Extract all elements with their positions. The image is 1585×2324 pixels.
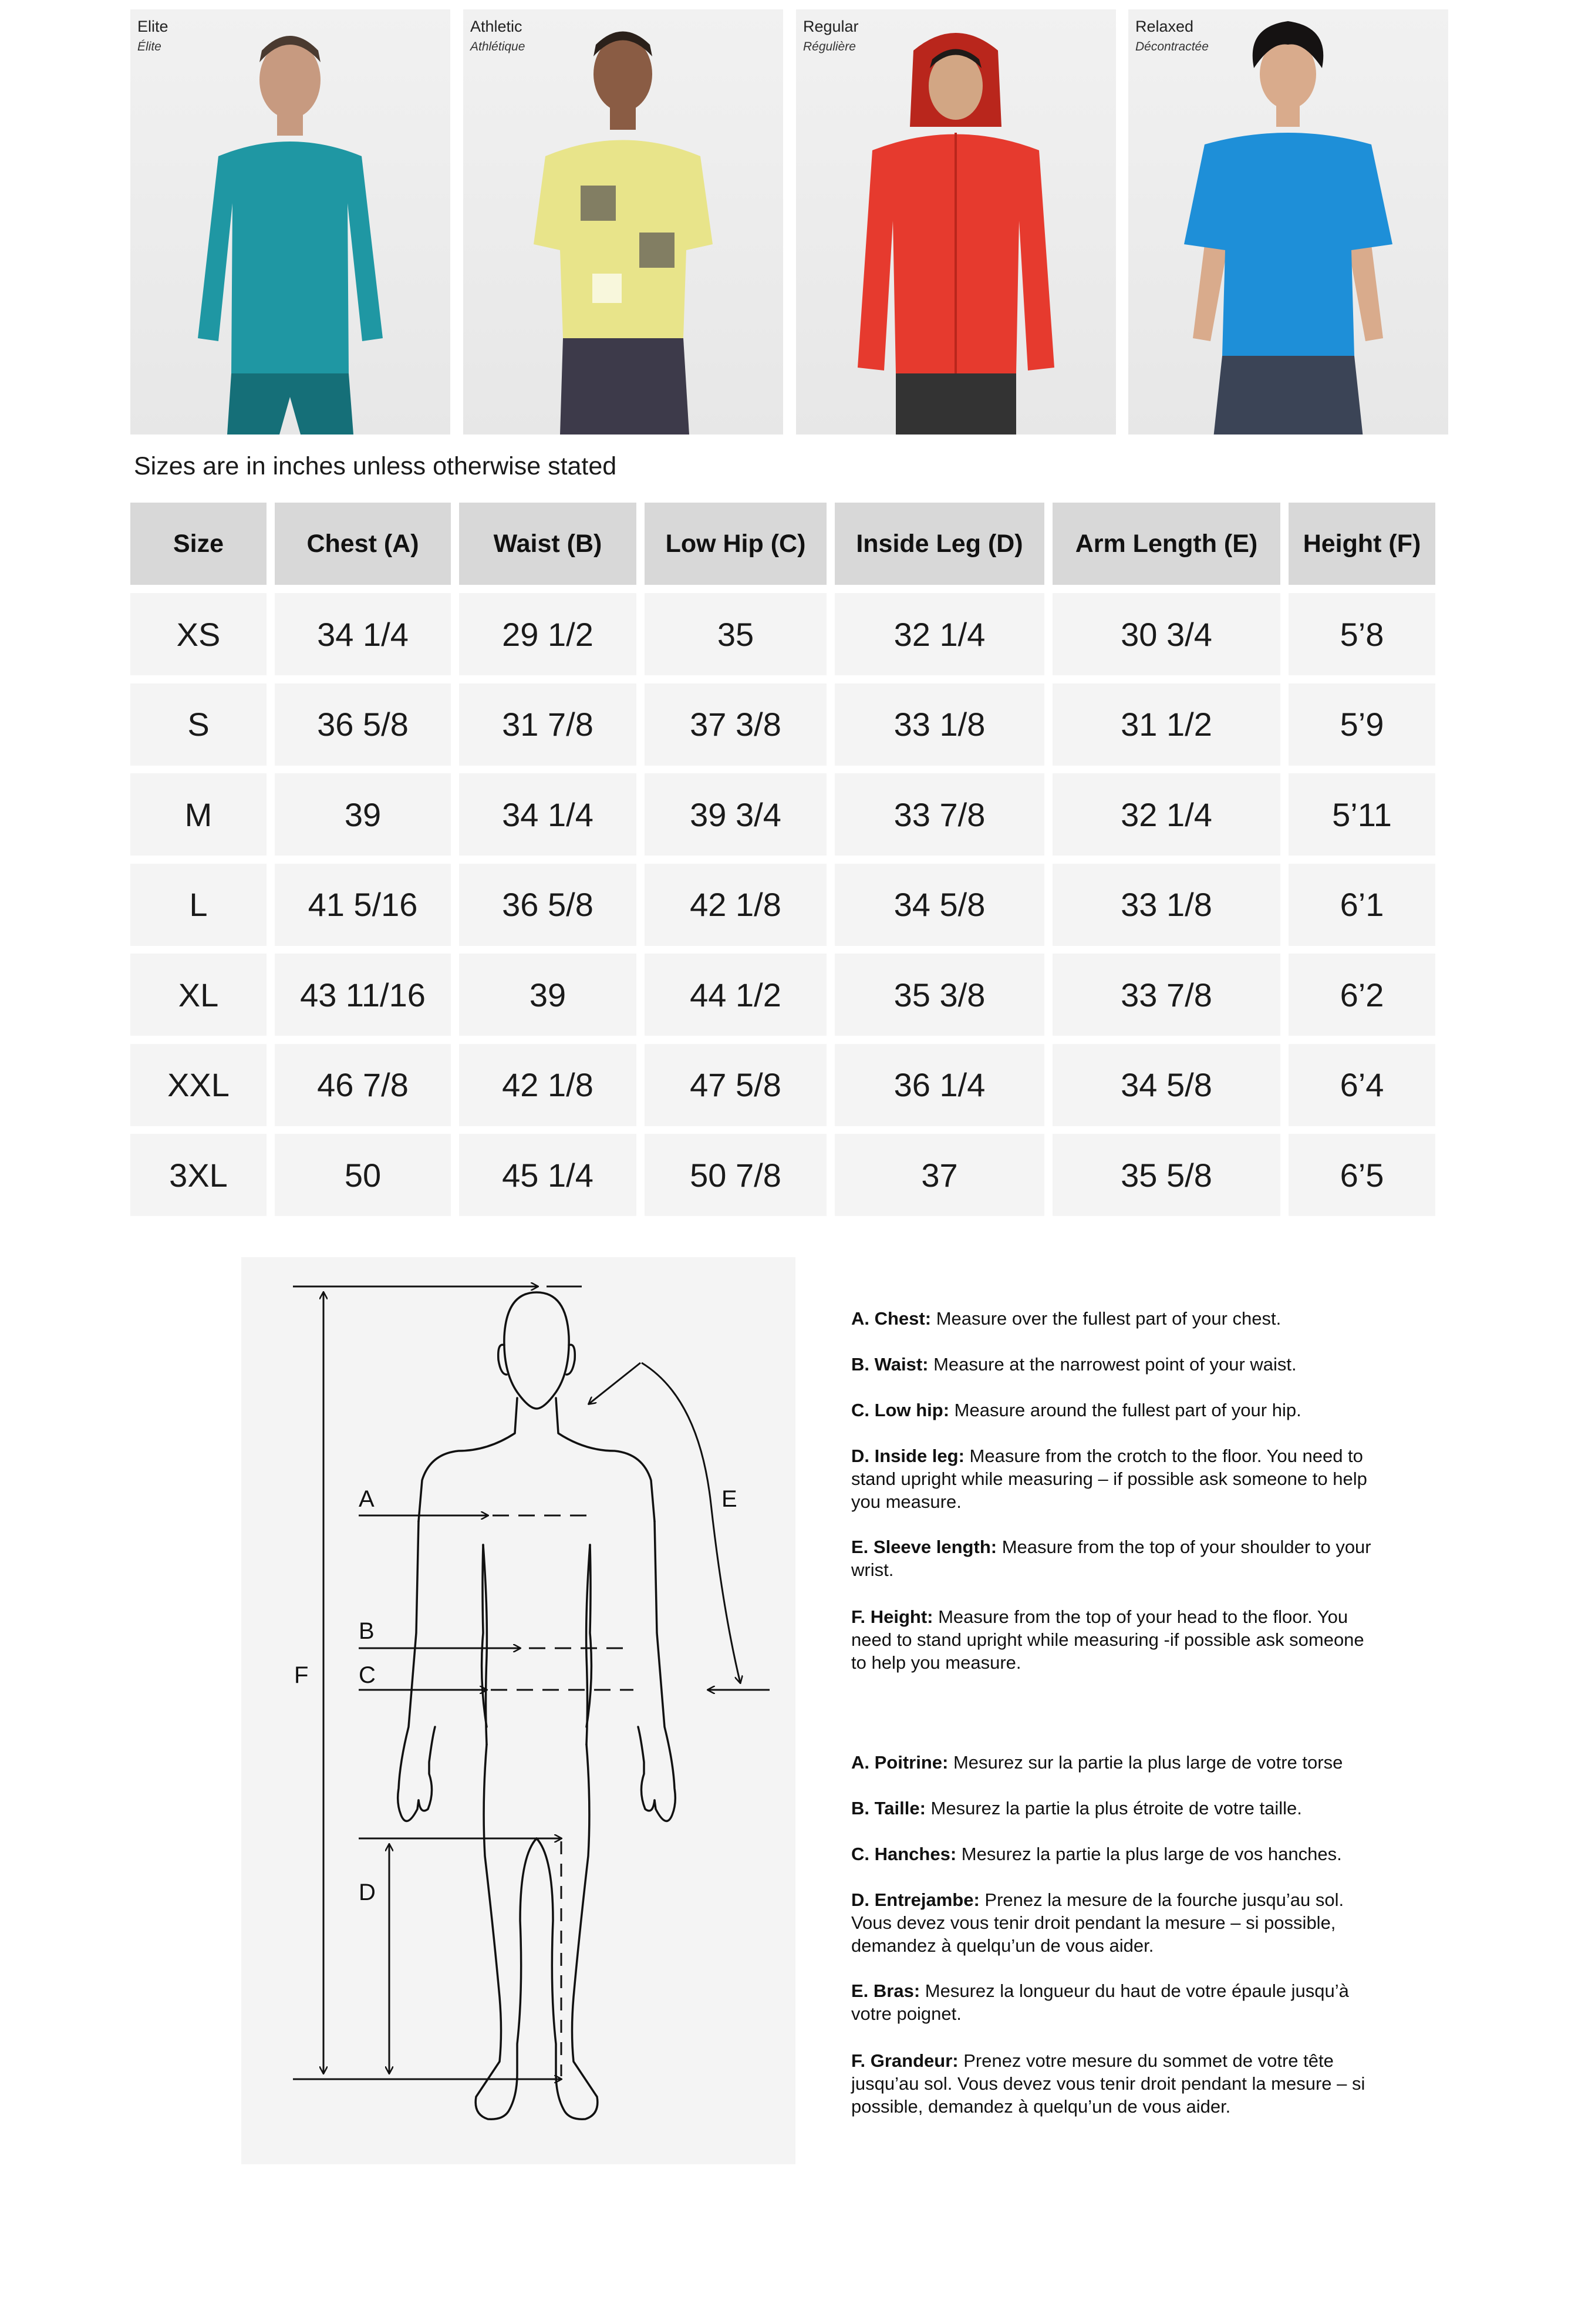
measurement-cell: 33 7/8 <box>1053 954 1280 1036</box>
measurement-cell: 33 7/8 <box>835 773 1044 855</box>
measurement-cell: 34 1/4 <box>459 773 636 855</box>
size-label-cell: XS <box>130 593 267 675</box>
label-c: C <box>359 1662 376 1688</box>
measurement-cell: 33 1/8 <box>835 683 1044 766</box>
size-label-cell: S <box>130 683 267 766</box>
measurement-cell: 35 3/8 <box>835 954 1044 1036</box>
measurement-cell: 36 5/8 <box>459 864 636 946</box>
size-label-cell: L <box>130 864 267 946</box>
model-photo-relaxed <box>1128 9 1448 435</box>
fit-card-athletic <box>463 9 783 435</box>
instruction-term: E. Bras: <box>851 1981 920 2001</box>
instruction-text: Prenez la mesure de la fourche jusqu’au sol. Vous devez vous tenir droit pendant la mesure – si possible, demandez à quelqu’un de vous aider. <box>851 1889 1344 1956</box>
measurement-cell: 6’2 <box>1289 954 1435 1036</box>
instruction-term: C. Low hip: <box>851 1400 950 1420</box>
instruction-text: Measure over the fullest part of your chest. <box>931 1308 1282 1329</box>
fit-name-fr: Décontractée <box>1135 40 1209 53</box>
measurement-diagram <box>241 1257 795 2164</box>
measurement-cell: 5’8 <box>1289 593 1435 675</box>
instruction-term: F. Grandeur: <box>851 2050 959 2071</box>
fit-name: Relaxed <box>1135 18 1194 35</box>
instruction-term: F. Height: <box>851 1606 933 1627</box>
measurement-cell: 32 1/4 <box>835 593 1044 675</box>
label-b: B <box>359 1618 375 1644</box>
measurement-cell: 39 3/4 <box>645 773 827 855</box>
fit-name: Elite <box>137 18 168 35</box>
instruction-fr <box>851 1979 1380 2025</box>
instruction-en <box>851 1399 1380 1422</box>
measurement-cell: 6’4 <box>1289 1044 1435 1126</box>
fit-name-fr: Régulière <box>803 40 856 53</box>
measurement-cell: 45 1/4 <box>459 1134 636 1216</box>
instruction-en <box>851 1353 1380 1376</box>
measurement-cell: 5’11 <box>1289 773 1435 855</box>
size-label-cell: XL <box>130 954 267 1036</box>
fit-name-fr: Élite <box>137 40 161 53</box>
model-photo-athletic <box>463 9 783 435</box>
instruction-term: B. Taille: <box>851 1798 926 1818</box>
column-header: Height (F) <box>1289 503 1435 585</box>
measurement-cell: 50 <box>275 1134 451 1216</box>
fit-name: Regular <box>803 18 859 35</box>
column-header: Inside Leg (D) <box>835 503 1044 585</box>
measurement-cell: 33 1/8 <box>1053 864 1280 946</box>
measurement-cell: 50 7/8 <box>645 1134 827 1216</box>
instruction-text: Prenez votre mesure du sommet de votre tête jusqu’au sol. Vous devez vous tenir droit pendant la mesure – si possible, demandez à quelqu’un de vous aider. <box>851 2050 1365 2117</box>
label-e: E <box>721 1486 737 1512</box>
instruction-term: E. Sleeve length: <box>851 1537 997 1557</box>
column-header: Size <box>130 503 267 585</box>
fit-card-relaxed <box>1128 9 1448 435</box>
model-photo-elite <box>130 9 450 435</box>
size-label-cell: M <box>130 773 267 855</box>
column-header: Waist (B) <box>459 503 636 585</box>
body-outline <box>241 1257 795 2164</box>
instruction-fr <box>851 1797 1380 1820</box>
measurement-cell: 47 5/8 <box>645 1044 827 1126</box>
column-header: Low Hip (C) <box>645 503 827 585</box>
label-a: A <box>359 1486 375 1512</box>
instruction-en <box>851 1444 1380 1513</box>
measurement-cell: 42 1/8 <box>459 1044 636 1126</box>
units-caption: Sizes are in inches unless otherwise stated <box>134 452 617 480</box>
measurement-cell: 46 7/8 <box>275 1044 451 1126</box>
measurement-cell: 39 <box>459 954 636 1036</box>
instruction-fr <box>851 1888 1380 1957</box>
instruction-term: B. Waist: <box>851 1354 929 1375</box>
label-d: D <box>359 1880 376 1905</box>
column-header: Chest (A) <box>275 503 451 585</box>
measurement-cell: 34 5/8 <box>835 864 1044 946</box>
instruction-fr <box>851 2049 1380 2118</box>
instruction-text: Mesurez la partie la plus large de vos hanches. <box>956 1844 1342 1864</box>
instruction-term: A. Chest: <box>851 1308 932 1329</box>
instruction-text: Measure around the fullest part of your hip. <box>949 1400 1301 1420</box>
fit-gallery <box>130 9 1448 435</box>
measurement-cell: 43 11/16 <box>275 954 451 1036</box>
measurement-cell: 37 3/8 <box>645 683 827 766</box>
measurement-cell: 6’1 <box>1289 864 1435 946</box>
measurement-cell: 30 3/4 <box>1053 593 1280 675</box>
instruction-text: Measure from the top of your shoulder to your wrist. <box>851 1537 1371 1580</box>
measurement-cell: 32 1/4 <box>1053 773 1280 855</box>
fit-name: Athletic <box>470 18 522 35</box>
measurement-cell: 34 5/8 <box>1053 1044 1280 1126</box>
instruction-fr <box>851 1751 1380 1774</box>
fit-card-regular <box>796 9 1116 435</box>
measurement-cell: 39 <box>275 773 451 855</box>
instruction-term: C. Hanches: <box>851 1844 957 1864</box>
size-label-cell: 3XL <box>130 1134 267 1216</box>
measurement-cell: 35 <box>645 593 827 675</box>
measurement-cell: 6’5 <box>1289 1134 1435 1216</box>
instruction-term: D. Inside leg: <box>851 1446 965 1466</box>
instruction-text: Measure at the narrowest point of your waist. <box>928 1354 1297 1375</box>
instruction-en <box>851 1535 1380 1581</box>
measurement-cell: 36 1/4 <box>835 1044 1044 1126</box>
measurement-cell: 34 1/4 <box>275 593 451 675</box>
measurement-cell: 5’9 <box>1289 683 1435 766</box>
measurement-cell: 41 5/16 <box>275 864 451 946</box>
measurement-cell: 42 1/8 <box>645 864 827 946</box>
instruction-en <box>851 1605 1380 1674</box>
measurement-cell: 36 5/8 <box>275 683 451 766</box>
size-label-cell: XXL <box>130 1044 267 1126</box>
instruction-text: Measure from the top of your head to the floor. You need to stand upright while measuring -if possible ask someone to help you measure. <box>851 1606 1364 1673</box>
measurement-cell: 44 1/2 <box>645 954 827 1036</box>
instruction-text: Measure from the crotch to the floor. You need to stand upright while measuring – if possible ask someone to help you measure. <box>851 1446 1367 1512</box>
fit-name-fr: Athlétique <box>470 40 525 53</box>
measurement-cell: 31 7/8 <box>459 683 636 766</box>
model-photo-regular <box>796 9 1116 435</box>
instruction-term: A. Poitrine: <box>851 1752 949 1773</box>
column-header: Arm Length (E) <box>1053 503 1280 585</box>
instruction-en <box>851 1307 1380 1330</box>
measurement-cell: 37 <box>835 1134 1044 1216</box>
instruction-text: Mesurez la partie la plus étroite de votre taille. <box>925 1798 1302 1818</box>
measurement-cell: 29 1/2 <box>459 593 636 675</box>
label-f: F <box>294 1662 309 1688</box>
instruction-text: Mesurez sur la partie la plus large de votre torse <box>948 1752 1343 1773</box>
instruction-text: Mesurez la longueur du haut de votre épaule jusqu’à votre poignet. <box>851 1981 1349 2024</box>
measurement-cell: 31 1/2 <box>1053 683 1280 766</box>
fit-card-elite <box>130 9 450 435</box>
instruction-fr <box>851 1843 1380 1865</box>
instruction-term: D. Entrejambe: <box>851 1889 980 1910</box>
measurement-cell: 35 5/8 <box>1053 1134 1280 1216</box>
